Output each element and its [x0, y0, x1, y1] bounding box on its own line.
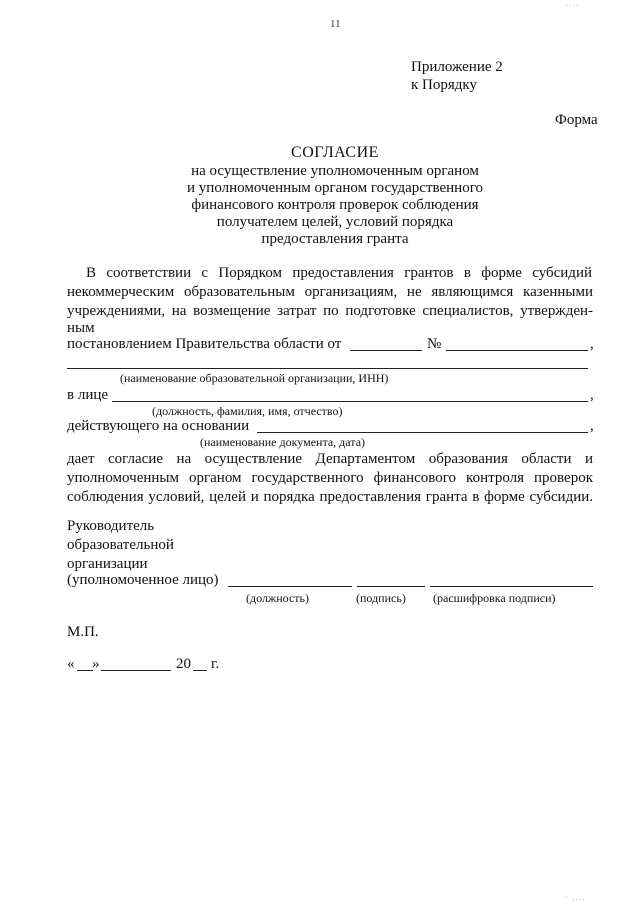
- organization-name-field[interactable]: [67, 368, 588, 369]
- basis-document-field[interactable]: [257, 432, 588, 433]
- signatory-line-1: Руководитель: [67, 518, 155, 534]
- date-month-field[interactable]: [101, 670, 171, 671]
- acting-basis-label: действующего на основании: [67, 418, 250, 434]
- seal-mark: М.П.: [67, 624, 99, 640]
- subtitle-line-5: предоставления гранта: [261, 231, 409, 247]
- signatory-line-4: (уполномоченное лицо): [67, 572, 219, 588]
- subtitle-line-2: и уполномоченным органом государственного: [187, 180, 483, 196]
- position-field[interactable]: [228, 586, 352, 587]
- consent-line-3: соблюдения условий, целей и порядка предоставления гранта в форме субсидии.: [67, 489, 593, 505]
- consent-line-1: дает согласие на осуществление Департаментом образования области и: [67, 451, 593, 467]
- corner-mark-bottom: · ....: [565, 892, 586, 902]
- date-year-prefix: 20: [176, 656, 191, 672]
- organization-caption: (наименование образовательной организации, ИНН): [120, 371, 389, 385]
- date-day-field[interactable]: [77, 670, 93, 671]
- resolution-text: постановлением Правительства области от: [67, 336, 342, 352]
- corner-mark-top: ....: [566, 0, 579, 8]
- appendix-line-2: к Порядку: [411, 77, 477, 93]
- subtitle-line-4: получателем целей, условий порядка: [216, 214, 454, 230]
- paragraph-line-2: некоммерческим образовательным организациям, не являющимся казенными: [67, 284, 593, 300]
- date-open-quote: «: [67, 656, 75, 672]
- signatory-line-2: образовательной: [67, 537, 174, 553]
- comma: ,: [590, 387, 594, 403]
- representative-field[interactable]: [112, 401, 588, 402]
- paragraph-line-4: ным: [67, 320, 95, 336]
- date-close-quote: »: [92, 656, 100, 672]
- representative-caption: (должность, фамилия, имя, отчество): [152, 404, 343, 418]
- document-subtitle: [180, 163, 490, 248]
- basis-document-caption: (наименование документа, дата): [200, 435, 366, 449]
- signature-field[interactable]: [357, 586, 425, 587]
- resolution-date-field[interactable]: [350, 350, 422, 351]
- consent-line-2: уполномоченным органом государственного финансового контроля проверок: [67, 470, 593, 486]
- document-title: СОГЛАСИЕ: [291, 144, 379, 161]
- decoding-caption: (расшифровка подписи): [433, 591, 556, 605]
- paragraph-line-1: В соответствии с Порядком предоставления грантов в форме субсидий: [86, 265, 592, 281]
- signature-decoding-field[interactable]: [430, 586, 593, 587]
- paragraph-line-3: учреждениями, на возмещение затрат по подготовке специалистов, утвержден-: [67, 303, 593, 319]
- appendix-line-1: Приложение 2: [411, 59, 503, 75]
- date-year-suffix: г.: [211, 656, 220, 672]
- subtitle-line-1: на осуществление уполномоченным органом: [191, 163, 479, 179]
- subtitle-line-3: финансового контроля проверок соблюдения: [191, 197, 479, 213]
- date-year-field[interactable]: [193, 670, 207, 671]
- position-caption: (должность): [246, 591, 309, 605]
- number-sign: №: [427, 336, 442, 352]
- in-person-label: в лице: [67, 387, 109, 403]
- signature-caption: (подпись): [356, 591, 406, 605]
- comma: ,: [590, 336, 594, 352]
- resolution-number-field[interactable]: [446, 350, 588, 351]
- appendix-reference: [411, 58, 503, 94]
- page-number: 11: [330, 18, 341, 30]
- comma: ,: [590, 418, 594, 434]
- form-label: Форма: [555, 112, 598, 128]
- signatory-line-3: организации: [67, 556, 148, 572]
